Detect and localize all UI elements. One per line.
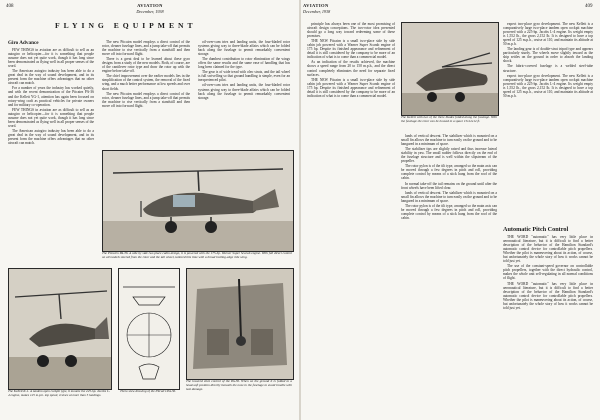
right-col2-para-2: The stabilizer tips are slightly raised and thus increase lateral stability in yaw. The small rudder follows directly on the end of the fuselage structure and is well within the slipstream of the propeller.: [401, 147, 497, 164]
left-col-1: [8, 40, 94, 218]
auto-pitch-para-2: The use of the constant-speed governor on controllable pitch propellers, together with the direct hydraulic control, makes the whole unit self-regulating in all normal conditions of flight.: [503, 264, 593, 281]
left-col1-para-2-repeat: The American autogiro industry has been able to do a great deal in the way of sound development, and in its present form the machine offers advantages that no other aircraft can match.: [8, 128, 94, 146]
right-col2-para-3: The rotor pylon is of the tilt type, arranged so the main axis can be moved through a few degrees in pitch and roll, providing complete control by means of a stick hung from the roof of the cabin.: [401, 164, 497, 181]
kellett-folded-illustration: [402, 23, 498, 115]
left-col1-para-2: The American autogiro industry has been able to do a great deal in the way of sound development, and in its present form the machine offers advantages that no other aircraft can match.: [8, 69, 94, 86]
kellett-folded-caption: The Kellett with two of the three blades folded along the fuselage. With the fuselage the rotor can be housed in a space 15x12x12 ft.: [401, 115, 497, 123]
cabin-control-photo: [186, 268, 294, 380]
right-col3-para-1-repeat: expect two-place gyro development. The new Kellett is a comparatively large two-place tandem open cockpit machine powered with a 225-hp. Jacobs L-4 engine. Its weight empty is 1,552 lb., the gross 2,152 lb. It is designed to have a top speed of 125 m.p.h., cruise at 110, and maintain its altitude at 50 m.p.h.: [503, 73, 593, 98]
left-col1-para-1: FEW THINGS in aviation are as difficult to sell as an autogiro or helicopter—for it is something that people assume does not yet quite work, though it has long since been demonstrated as flying well in all proper senses of the word.: [8, 48, 94, 69]
cabin-control-illustration: [187, 269, 293, 379]
left-col3-para-1-repeat: oil-over-cam tries and landing units, the four-bladed rotor systems giving way to three-blade affairs which can be folded back along the fuselage to permit remarkably convenient storage.: [198, 83, 290, 100]
left-col2-para-1: The new Pitcairn model employs a direct control of the rotor, cleaner fuselage lines, and a jump take-off that permits the machine to rise vertically from a standstill and then move off into forward flight.: [102, 40, 190, 57]
three-view-illustration: [119, 269, 179, 389]
left-col3-para-2: The dumbest contribution to rotor elimination of the wings offers the same results and the same ease of handling that has long been claimed for the type.: [198, 57, 290, 70]
left-col1-para-3: For a number of years the industry has worked quietly, and with the recent demonstration of the Pitcairn PA-36 and the Kellett YG-1, attention has again been focused on rotary-wing craft as practical vehicles for private owners and for military co-operation.: [8, 86, 94, 107]
auto-pitch-para-1: THE WORD "automatic" has very little place in aeronautical literature, but it is difficult to find a better description of the behavior of the Hamilton Standard's automatic control device for controllable pitch propellers. Whether the pilot is maneuvering about its action, of course, but unfortunately the whole story of how it works cannot be told just yet.: [503, 235, 593, 264]
right-magazine-name: AVIATION: [303, 3, 329, 8]
cabin-control-caption: The lowered stick control of the PA-36. When on the ground it is folded to a head-soft position directly beneath the nose in the fuselage to avoid trouble with taxi damage.: [186, 379, 292, 391]
three-view-drawing: [118, 268, 180, 390]
auto-pitch-para-1-repeat: THE WORD "automatic" has very little place in aeronautical literature, but it is difficult to find a better description of the behavior of the Hamilton Standard's automatic control device for controllable pitch propellers. Whether the pilot is maneuvering about its action, of course, but unfortunately the whole story of how it works cannot be told just yet.: [503, 281, 593, 310]
left-page-number: 408: [6, 4, 14, 9]
right-col2-para-1-repeat: lands of vertical descent. The stabilizer which is mounted on a small fin allows the machine to turn easily on the ground and to be hangared in a minimum of space.: [401, 190, 497, 203]
right-col2-para-1: lands of vertical descent. The stabilizer which is mounted on a small fin allows the machine to turn easily on the ground and to be hangared in a minimum of space.: [401, 134, 497, 147]
left-page: [0, 0, 299, 420]
kellett-folded-photo: [401, 22, 499, 116]
left-col2-para-2: There is a great deal to be learned about these gyro designs from a study of the new models. Both, of course, are of the cantilever rotor type and draw the rotor up with the engine before take-off.: [102, 57, 190, 74]
right-col3-para-1: expect two-place gyro development. The new Kellett is a comparatively large two-place tandem open cockpit machine powered with a 225-hp. Jacobs L-4 engine. Its weight empty is 1,552 lb., the gross 2,152 lb. It is designed to have a top speed of 125 m.p.h., cruise at 110, and maintain its altitude at 50 m.p.h.: [503, 22, 593, 47]
right-col-2: [401, 134, 497, 412]
right-page-number: 409: [585, 4, 593, 9]
left-col-3: [198, 40, 290, 146]
right-col-1: [307, 22, 395, 202]
right-col3-para-3: The fabric-covered fuselage is a welded steel-tube structure.: [503, 64, 593, 73]
left-col2-para-1-repeat: The new Pitcairn model employs a direct control of the rotor, cleaner fuselage lines, and a jump take-off that permits the machine to rise vertically from a standstill and then move off into forward flight.: [102, 91, 190, 108]
pitcairn-autogiro-illustration: [103, 151, 293, 251]
kellett-photo-caption: The Kellett K-1. A tandem open cockpit type, it mounts the 225-hp. Jacobs L-4 engine, makes 125 m.p.h. top speed, cruises at more than 5 landings.: [8, 389, 110, 397]
right-col1-para-2: THE NEW Pitcairn is a small two-place side by side cabin job powered with a Warner Super Scarab engine of 175 hp. Despite its finished appearance and refinement of detail it is still considered by the company to be more of an indication of what is to come than a commercial model.: [307, 39, 395, 60]
right-col2-para-4: In normal take-off the tail remains on the ground until after the front wheels have been lifted clear.: [401, 181, 497, 190]
left-col1-para-1-repeat: FEW THINGS in aviation are as difficult to sell as an autogiro or helicopter—for it is something that people assume does not yet quite work, though it has long since been demonstrated as flying well in all proper senses of the word.: [8, 107, 94, 128]
right-col1-para-1: principle has always been one of the most promising of aircraft design conceptions. The two-rotor idea presented should go a long way toward redeeming some of these promises.: [307, 22, 395, 39]
section-title: FLYING EQUIPMENT: [55, 21, 197, 30]
pitcairn-photo: [102, 150, 294, 252]
left-issue-date: December, 1938: [136, 9, 164, 14]
auto-pitch-section: [503, 224, 593, 414]
right-col-3: [503, 22, 593, 222]
article-heading: Giro Advance: [8, 40, 39, 46]
kellett-photo: [8, 268, 112, 390]
left-col3-para-1: oil-over-cam tries and landing units, the four-bladed rotor systems giving way to three-blade affairs which can be folded back along the fuselage to permit remarkably convenient storage.: [198, 40, 290, 57]
right-page: [301, 0, 600, 420]
left-col3-para-3: The gear is of wide tread with oleo struts, and the tail wheel is full swivelling so that ground handling is simple, even for an inexperienced pilot.: [198, 70, 290, 83]
right-issue-date: December, 1938: [303, 9, 331, 14]
left-col2-para-3: The chief improvement over the earlier models lies in the simplification of the control system, the removal of the fixed wing, and a much better performance at low speeds and over short fields.: [102, 74, 190, 91]
kellett-autogiro-illustration: [9, 269, 111, 389]
right-col2-para-3-repeat: The rotor pylon is of the tilt type, arranged so the main axis can be moved through a few degrees in pitch and roll, providing complete control by means of a stick hung from the roof of the cabin.: [401, 203, 497, 220]
pitcairn-photo-caption: The Pitcairn PA-36. A side by side two place cabin design, it is powered with the 175-hp. Warner Super Scarab engine. With full direct control on all models steered from the rotor and the tail wheel, tailored this time with a broad trailing-edge ride wing.: [102, 251, 292, 259]
left-magazine-name: AVIATION: [137, 3, 163, 8]
auto-pitch-heading: Automatic Pitch Control: [503, 226, 569, 233]
left-col-2: [102, 40, 190, 146]
right-col1-para-3: As an indication of the results achieved, the machine shows a speed range from 20 to 150 m.p.h., and the direct control completely eliminates the need for separate fixed surfaces.: [307, 60, 395, 77]
three-view-caption: Three-view drawing of the Pitcairn PA-36.: [119, 389, 177, 393]
right-col1-para-2-repeat: THE NEW Pitcairn is a small two-place side by side cabin job powered with a Warner Super Scarab engine of 175 hp. Despite its finished appearance and refinement of detail it is still considered by the company to be more of an indication of what is to come than a commercial model.: [307, 77, 395, 98]
right-col3-para-2: The landing gear is of double-strut tripod type and appears particularly sturdy. The wheels move slightly inward as the ship settles on the ground in order to absorb the landing shock.: [503, 47, 593, 64]
